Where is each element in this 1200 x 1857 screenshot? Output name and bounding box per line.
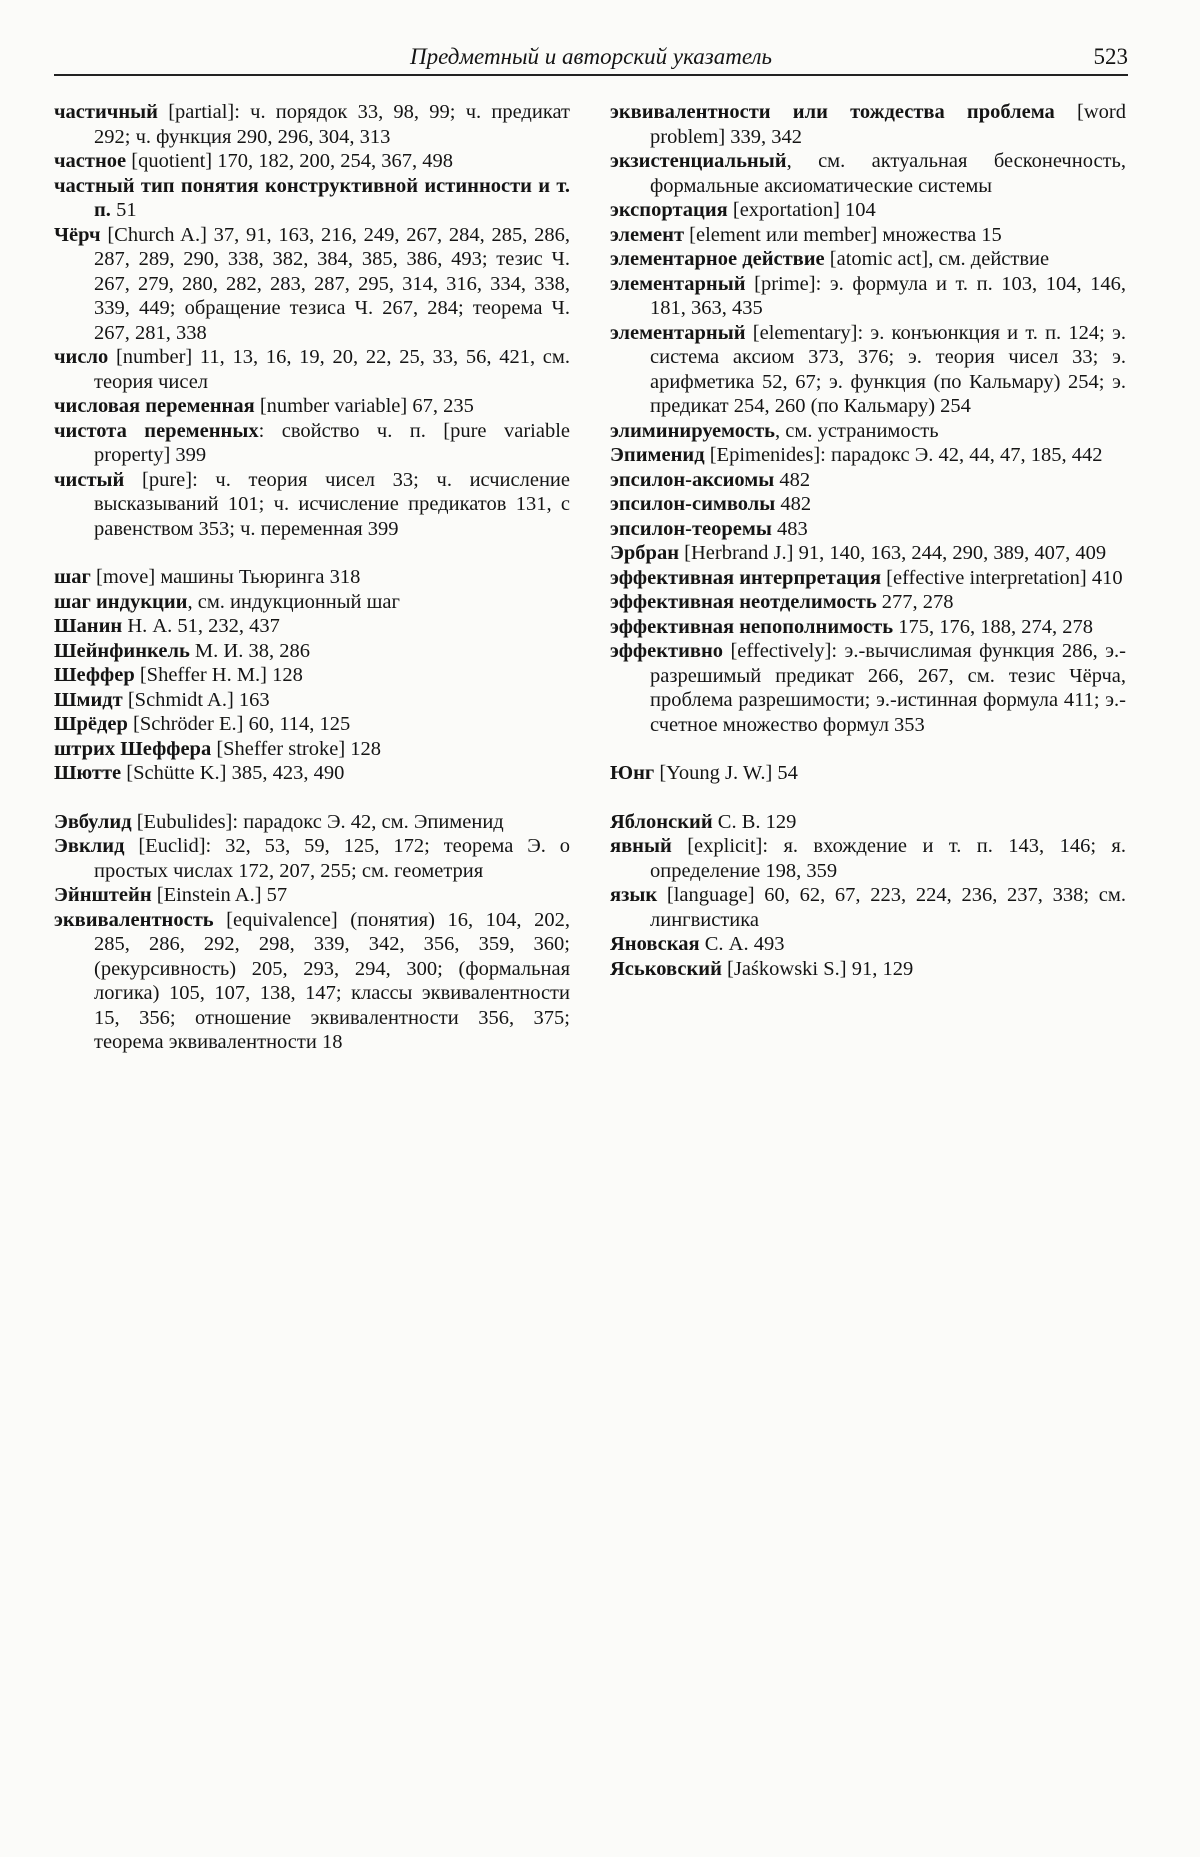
- index-entry: [610, 419, 1126, 444]
- index-references: 483: [771, 517, 808, 540]
- index-references: С. В. 129: [712, 810, 797, 833]
- index-entry: [610, 615, 1126, 640]
- index-headword: Эвклид: [54, 835, 125, 857]
- index-references: [Schröder E.] 60, 114, 125: [127, 713, 351, 735]
- index-references: [quotient] 170, 182, 200, 254, 367, 498: [126, 150, 453, 172]
- index-headword: Яськовский: [610, 957, 722, 980]
- index-entry: [610, 761, 1126, 786]
- running-header: [54, 44, 1128, 76]
- index-headword: эффективная непополнимость: [610, 615, 894, 638]
- index-references: [move] машины Тьюринга 318: [90, 566, 361, 588]
- index-entry: [54, 394, 570, 419]
- index-entry: [610, 149, 1126, 198]
- index-references: [number] 11, 13, 16, 19, 20, 22, 25, 33, 56, 421, см. теория чисел: [94, 346, 570, 393]
- index-entry: [610, 590, 1126, 615]
- index-headword: элементарный: [610, 272, 746, 295]
- index-entry: [610, 541, 1126, 566]
- page-number: 523: [1093, 44, 1128, 69]
- index-headword: Юнг: [610, 762, 655, 784]
- index-references: [atomic act], см. действие: [824, 248, 1050, 270]
- index-references: Н. А. 51, 232, 437: [122, 615, 280, 637]
- index-entry: [54, 639, 570, 664]
- index-entry: [610, 468, 1126, 493]
- index-references: [pure]: ч. теория чисел 33; ч. исчисление высказываний 101; ч. исчисление предикатов 131, с равенством 353; ч. переменная 399: [94, 468, 570, 540]
- index-headword: Яновская: [610, 933, 700, 955]
- index-headword: эффективная неотделимость: [610, 591, 877, 613]
- index-references: [Church A.] 37, 91, 163, 216, 249, 267, 284, 285, 286, 287, 289, 290, 338, 382, 384, 385, 386, 493; тезис Ч. 267, 279, 280, 282, 283, 287, 295, 314, 316, 334, 338, 339, 449; обращение тезиса Ч. 267, 284; теорема Ч. 267, 281, 338: [94, 223, 570, 344]
- index-references: С. А. 493: [699, 933, 785, 955]
- index-headword: Эпименид: [610, 444, 705, 466]
- index-headword: число: [54, 346, 109, 368]
- index-references: [Sheffer stroke] 128: [211, 737, 382, 760]
- index-entry: [610, 566, 1126, 591]
- index-headword: экзистенциальный: [610, 150, 787, 172]
- index-headword: Эрбран: [610, 542, 680, 564]
- index-entry: [54, 883, 570, 908]
- index-references: , см. устранимость: [775, 419, 939, 442]
- index-headword: Шрёдер: [54, 713, 128, 735]
- index-entry: [54, 737, 570, 762]
- index-entry: [54, 663, 570, 688]
- index-references: [Schütte K.] 385, 423, 490: [121, 762, 345, 784]
- index-entry: [54, 565, 570, 590]
- index-references: 175, 176, 188, 274, 278: [893, 615, 1093, 638]
- index-references: [effective interpretation] 410: [881, 566, 1123, 589]
- index-entry: [610, 100, 1126, 149]
- index-headword: частный тип понятия конструктивной истинности и т. п.: [54, 174, 570, 221]
- index-headword: Шанин: [54, 615, 123, 637]
- index-headword: Эйнштейн: [54, 884, 152, 906]
- index-entry: [610, 883, 1126, 932]
- index-headword: эквивалентности или тождества проблема: [610, 101, 1055, 123]
- letter-group-gap: [610, 737, 1126, 761]
- index-entry: [54, 761, 570, 786]
- index-headword: элементарный: [610, 321, 746, 344]
- index-references: [Einstein A.] 57: [151, 884, 288, 906]
- index-headword: эффективно: [610, 640, 724, 662]
- index-entry: [54, 688, 570, 713]
- index-references: [partial]: ч. порядок 33, 98, 99; ч. предикат 292; ч. функция 290, 296, 304, 313: [94, 101, 570, 148]
- index-entry: [54, 419, 570, 468]
- index-headword: частное: [54, 150, 127, 172]
- index-entry: [54, 345, 570, 394]
- letter-group-gap: [54, 541, 570, 565]
- index-entry: [54, 810, 570, 835]
- index-references: , см. актуальная бесконечность, формальные аксиоматические системы: [650, 150, 1126, 197]
- index-headword: Шютте: [54, 762, 122, 784]
- index-headword: Шеффер: [54, 664, 135, 686]
- index-entry: [54, 174, 570, 223]
- index-entry: [610, 321, 1126, 419]
- index-headword: элиминируемость: [610, 419, 776, 442]
- index-references: М. И. 38, 286: [189, 639, 310, 662]
- index-entry: [610, 932, 1126, 957]
- index-references: [Euclid]: 32, 53, 59, 125, 172; теорема Э. о простых числах 172, 207, 255; см. геометрия: [94, 835, 570, 882]
- index-headword: элемент: [610, 223, 685, 246]
- index-column-right: [610, 100, 1126, 981]
- index-headword: числовая переменная: [54, 395, 255, 417]
- index-references: : свойство ч. п. [pure variable property] 399: [94, 419, 570, 466]
- index-references: [Herbrand J.] 91, 140, 163, 244, 290, 389, 407, 409: [679, 542, 1107, 564]
- index-headword: Чёрч: [54, 223, 101, 246]
- index-references: [Young J. W.] 54: [654, 762, 798, 784]
- index-references: [equivalence] (понятия) 16, 104, 202, 285, 286, 292, 298, 339, 342, 356, 359, 360; (рекурсивность) 205, 293, 294, 300; (формальная логика) 105, 107, 138, 147; классы эквивалентности 15, 356; отношение эквивалентности 356, 375; теорема эквивалентности 18: [94, 908, 570, 1053]
- index-headword: эпсилон-аксиомы: [610, 468, 775, 491]
- index-headword: эпсилон-теоремы: [610, 517, 772, 540]
- index-entry: [54, 100, 570, 149]
- index-headword: шаг: [54, 566, 91, 588]
- index-headword: Шейнфинкель: [54, 639, 190, 662]
- index-references: 51: [110, 199, 137, 221]
- index-entry: [54, 908, 570, 1055]
- index-references: [prime]: э. формула и т. п. 103, 104, 146, 181, 363, 435: [650, 272, 1126, 319]
- index-references: [explicit]: я. вхождение и т. п. 143, 146; я. определение 198, 359: [650, 835, 1126, 882]
- index-entry: [610, 492, 1126, 517]
- index-headword: чистый: [54, 468, 125, 491]
- index-references: [Eubulides]: парадокс Э. 42, см. Эпименид: [131, 810, 504, 833]
- index-references: 482: [774, 468, 811, 491]
- index-entry: [610, 957, 1126, 982]
- index-references: [language] 60, 62, 67, 223, 224, 236, 237, 338; см. лингвистика: [650, 884, 1126, 931]
- index-entry: [54, 834, 570, 883]
- letter-group-gap: [54, 786, 570, 810]
- index-references: 482: [775, 493, 812, 515]
- index-headword: эффективная интерпретация: [610, 566, 882, 589]
- index-entry: [610, 443, 1126, 468]
- index-headword: элементарное действие: [610, 248, 825, 270]
- index-headword: экспортация: [610, 199, 728, 221]
- index-entry: [610, 272, 1126, 321]
- index-entry: [610, 223, 1126, 248]
- index-entry: [610, 247, 1126, 272]
- index-entry: [54, 590, 570, 615]
- running-title: Предметный и авторский указатель: [410, 44, 772, 69]
- index-references: 277, 278: [876, 591, 954, 613]
- index-references: [word problem] 339, 342: [650, 101, 1126, 148]
- index-headword: эквивалентность: [54, 908, 214, 931]
- index-references: [element или member] множества 15: [684, 223, 1002, 246]
- index-entry: [610, 810, 1126, 835]
- index-entry: [610, 834, 1126, 883]
- index-references: [exportation] 104: [727, 199, 876, 221]
- letter-group-gap: [610, 786, 1126, 810]
- index-entry: [54, 712, 570, 737]
- index-entry: [54, 468, 570, 542]
- index-column-left: [54, 100, 570, 1055]
- index-references: [Jaśkowski S.] 91, 129: [721, 957, 914, 980]
- index-headword: Шмидт: [54, 688, 123, 711]
- index-entry: [610, 198, 1126, 223]
- index-headword: чистота переменных: [54, 419, 259, 442]
- index-references: [elementary]: э. конъюнкция и т. п. 124; э. система аксиом 373, 376; э. теория чисел 33; э. арифметика 52, 67; э. функция (по Кальмару) 254; э. предикат 254, 260 (по Кальмару) 254: [650, 321, 1126, 417]
- index-entry: [610, 517, 1126, 542]
- index-entry: [610, 639, 1126, 737]
- index-headword: частичный: [54, 101, 158, 123]
- index-references: [Sheffer H. M.] 128: [134, 664, 303, 686]
- index-references: [number variable] 67, 235: [254, 395, 474, 417]
- index-headword: Эвбулид: [54, 810, 132, 833]
- index-headword: Яблонский: [610, 810, 713, 833]
- index-references: , см. индукционный шаг: [187, 590, 400, 613]
- index-entry: [54, 614, 570, 639]
- index-headword: явный: [610, 835, 672, 857]
- index-entry: [54, 149, 570, 174]
- index-references: [Schmidt A.] 163: [122, 688, 270, 711]
- index-headword: шаг индукции: [54, 590, 188, 613]
- index-headword: язык: [610, 884, 658, 906]
- index-references: [Epimenides]: парадокс Э. 42, 44, 47, 185, 442: [704, 444, 1103, 466]
- index-references: [effectively]: э.-вычислимая функция 286, э.-разрешимый предикат 266, 267, см. тезис Чёрча, проблема разрешимости; э.-истинная формула 411; э.-счетное множество формул 353: [650, 640, 1126, 736]
- index-headword: эпсилон-символы: [610, 493, 776, 515]
- index-entry: [54, 223, 570, 346]
- index-headword: штрих Шеффера: [54, 737, 212, 760]
